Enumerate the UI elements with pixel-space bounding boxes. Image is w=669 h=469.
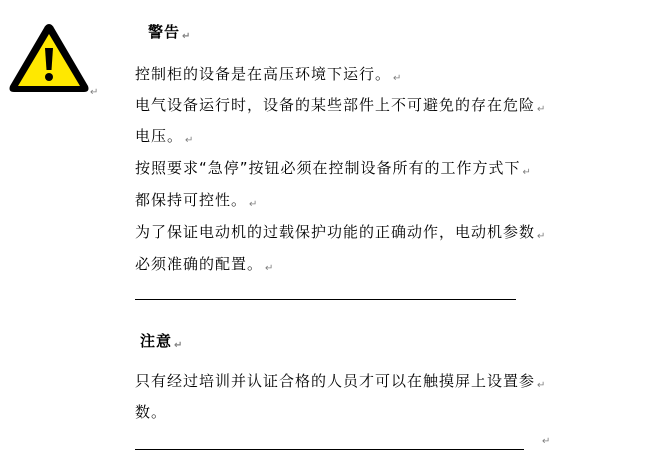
paragraph-mark: ↵	[265, 263, 275, 274]
paragraph-mark: ↵	[182, 31, 192, 42]
paragraph-mark: ↵	[537, 231, 547, 242]
warning-line-5: 都保持可控性。 ↵	[135, 191, 259, 210]
paragraph-mark: ↵	[393, 73, 403, 84]
divider-line	[135, 449, 524, 450]
paragraph-mark: ↵	[537, 104, 547, 115]
warning-line-7: 必须准确的配置。 ↵	[135, 255, 275, 274]
paragraph-mark: ↵	[522, 167, 532, 178]
warning-line-6: 为了保证电动机的过载保护功能的正确动作，电动机参数 ↵	[135, 223, 547, 242]
warning-line-4: 按照要求“急停”按钮必须在控制设备所有的工作方式下 ↵	[135, 159, 532, 178]
paragraph-mark: ↵	[542, 436, 551, 447]
divider-line	[135, 299, 516, 300]
warning-line-3: 电压。 ↵	[135, 127, 195, 146]
paragraph-mark: ↵	[185, 135, 195, 146]
paragraph-mark: ↵	[249, 199, 259, 210]
notice-line-1: 只有经过培训并认证合格的人员才可以在触摸屏上设置参 ↵	[135, 372, 547, 391]
paragraph-mark: ↵	[174, 340, 184, 351]
paragraph-mark: ↵	[537, 380, 547, 391]
warning-triangle-icon	[6, 20, 92, 100]
notice-line-2: 数。	[135, 403, 168, 421]
warning-line-1: 控制柜的设备是在高压环境下运行。 ↵	[135, 65, 403, 84]
warning-title: 警告 ↵	[148, 23, 192, 42]
warning-line-2: 电气设备运行时，设备的某些部件上不可避免的存在危险 ↵	[135, 96, 547, 115]
paragraph-mark: ↵	[90, 87, 99, 98]
notice-title: 注意 ↵	[140, 332, 184, 351]
